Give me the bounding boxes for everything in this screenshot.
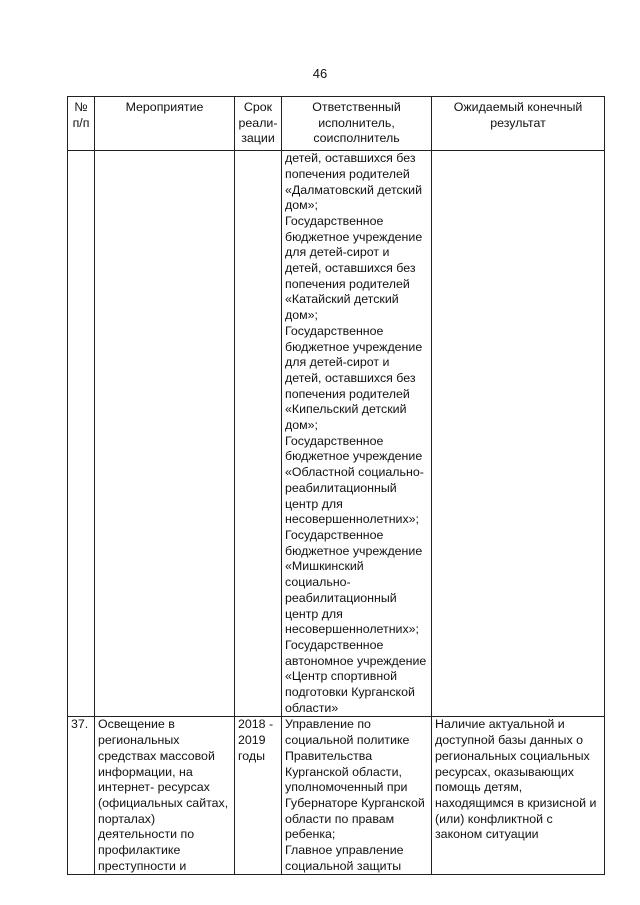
row-result: Наличие актуальной и доступной базы данных о региональных социальных ресурсах, оказывающих помощь детям, находящимся в кризисной и (или) конфликтной с законом ситуации xyxy=(432,717,605,875)
table-row xyxy=(68,717,605,875)
table-header-row xyxy=(68,97,605,151)
header-term: Срок реали-зации xyxy=(235,97,282,151)
page-number: 46 xyxy=(312,66,328,81)
row-event xyxy=(95,151,235,717)
header-event: Мероприятие xyxy=(95,97,235,151)
row-num xyxy=(68,151,95,717)
row-executor: детей, оставшихся без попечения родителей «Далматовский детский дом»; Государственное бюджетное учреждение для детей-сирот и детей, оставшихся без попечения родителей «Катайский детский дом»; Государственное бюджетное учреждение для детей-сирот и детей, оставшихся без попечения родителей «Кипельский детский дом»; Государственное бюджетное учреждение «Областной социально-реабилитационный центр для несовершеннолетних»; Государственное бюджетное учреждение «Мишкинский социально-реабилитационный центр для несовершеннолетних»; Государственное автономное учреждение «Центр спортивной подготовки Курганской области» xyxy=(282,151,432,717)
row-result xyxy=(432,151,605,717)
header-num: № п/п xyxy=(68,97,95,151)
row-event: Освещение в региональных средствах массовой информации, на интернет- ресурсах (официальных сайтах, порталах) деятельности по профилактике преступности и xyxy=(95,717,235,875)
row-term xyxy=(235,151,282,717)
row-num: 37. xyxy=(68,717,95,875)
row-executor: Управление по социальной политике Правительства Курганской области, уполномоченный при Губернаторе Курганской области по правам ребенка; Главное управление социальной защиты xyxy=(282,717,432,875)
table-row xyxy=(68,151,605,717)
row-term: 2018 - 2019 годы xyxy=(235,717,282,875)
header-executor: Ответственный исполнитель, соисполнитель xyxy=(282,97,432,151)
header-result: Ожидаемый конечный результат xyxy=(432,97,605,151)
measures-table xyxy=(67,96,605,875)
